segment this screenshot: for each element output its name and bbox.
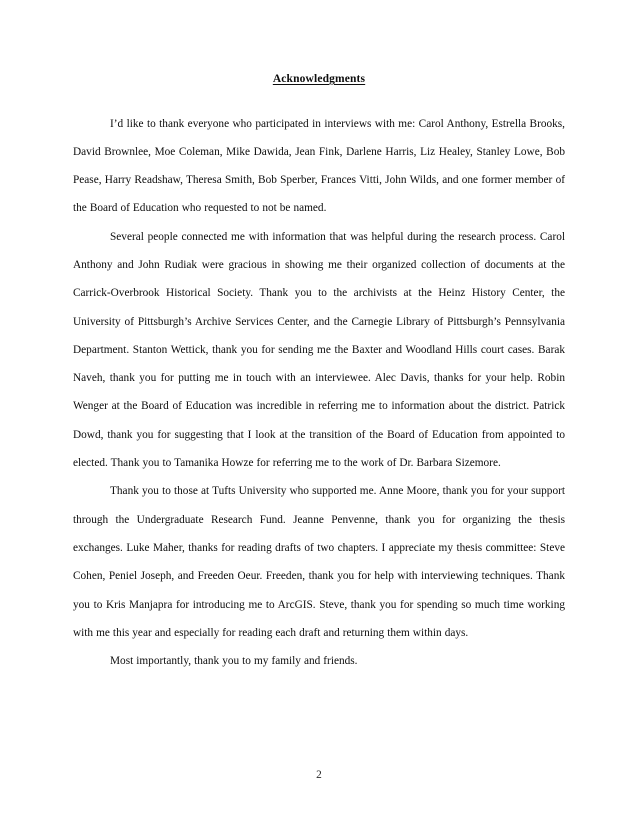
paragraph-3: Thank you to those at Tufts University who supported me. Anne Moore, thank you for your support through the Undergraduate Research Fund. Jeanne Penvenne, thank you for organizing the thesis exchanges. Luke Maher, thanks for reading drafts of two chapters. I appreciate my thesis committee: Steve Cohen, Peniel Joseph, and Freeden Oeur. Freeden, thank you for help with interviewing techniques. Thank you to Kris Manjapra for introducing me to ArcGIS. Steve, thank you for spending so much time working with me this year and especially for reading each draft and returning them within days.	[73, 485, 565, 639]
acknowledgments-body	[73, 86, 565, 676]
paragraph-4: Most importantly, thank you to my family and friends.	[110, 655, 358, 668]
page-number: 2	[316, 769, 322, 781]
page-title-text: Acknowledgments	[272, 73, 366, 85]
page-content-column	[73, 0, 565, 675]
page-title	[73, 0, 565, 86]
paragraph-2: Several people connected me with information that was helpful during the research process. Carol Anthony and John Rudiak were gracious in showing me their organized collection of documents at the Carrick-Overbrook Historical Society. Thank you to the archivists at the Heinz History Center, the University of Pittsburgh’s Archive Services Center, and the Carnegie Library of Pittsburgh’s Pennsylvania Department. Stanton Wettick, thank you for sending me the Baxter and Woodland Hills court cases. Barak Naveh, thank you for putting me in touch with an interviewee. Alec Davis, thanks for your help. Robin Wenger at the Board of Education was incredible in referring me to information about the district. Patrick Dowd, thank you for suggesting that I look at the transition of the Board of Education from appointed to elected. Thank you to Tamanika Howze for referring me to the work of Dr. Barbara Sizemore.	[73, 230, 565, 470]
paragraph-1: I’d like to thank everyone who participated in interviews with me: Carol Anthony, Estrella Brooks, David Brownlee, Moe Coleman, Mike Dawida, Jean Fink, Darlene Harris, Liz Healey, Stanley Lowe, Bob Pease, Harry Readshaw, Theresa Smith, Bob Sperber, Frances Vitti, John Wilds, and one former member of the Board of Education who requested to not be named.	[73, 117, 565, 215]
